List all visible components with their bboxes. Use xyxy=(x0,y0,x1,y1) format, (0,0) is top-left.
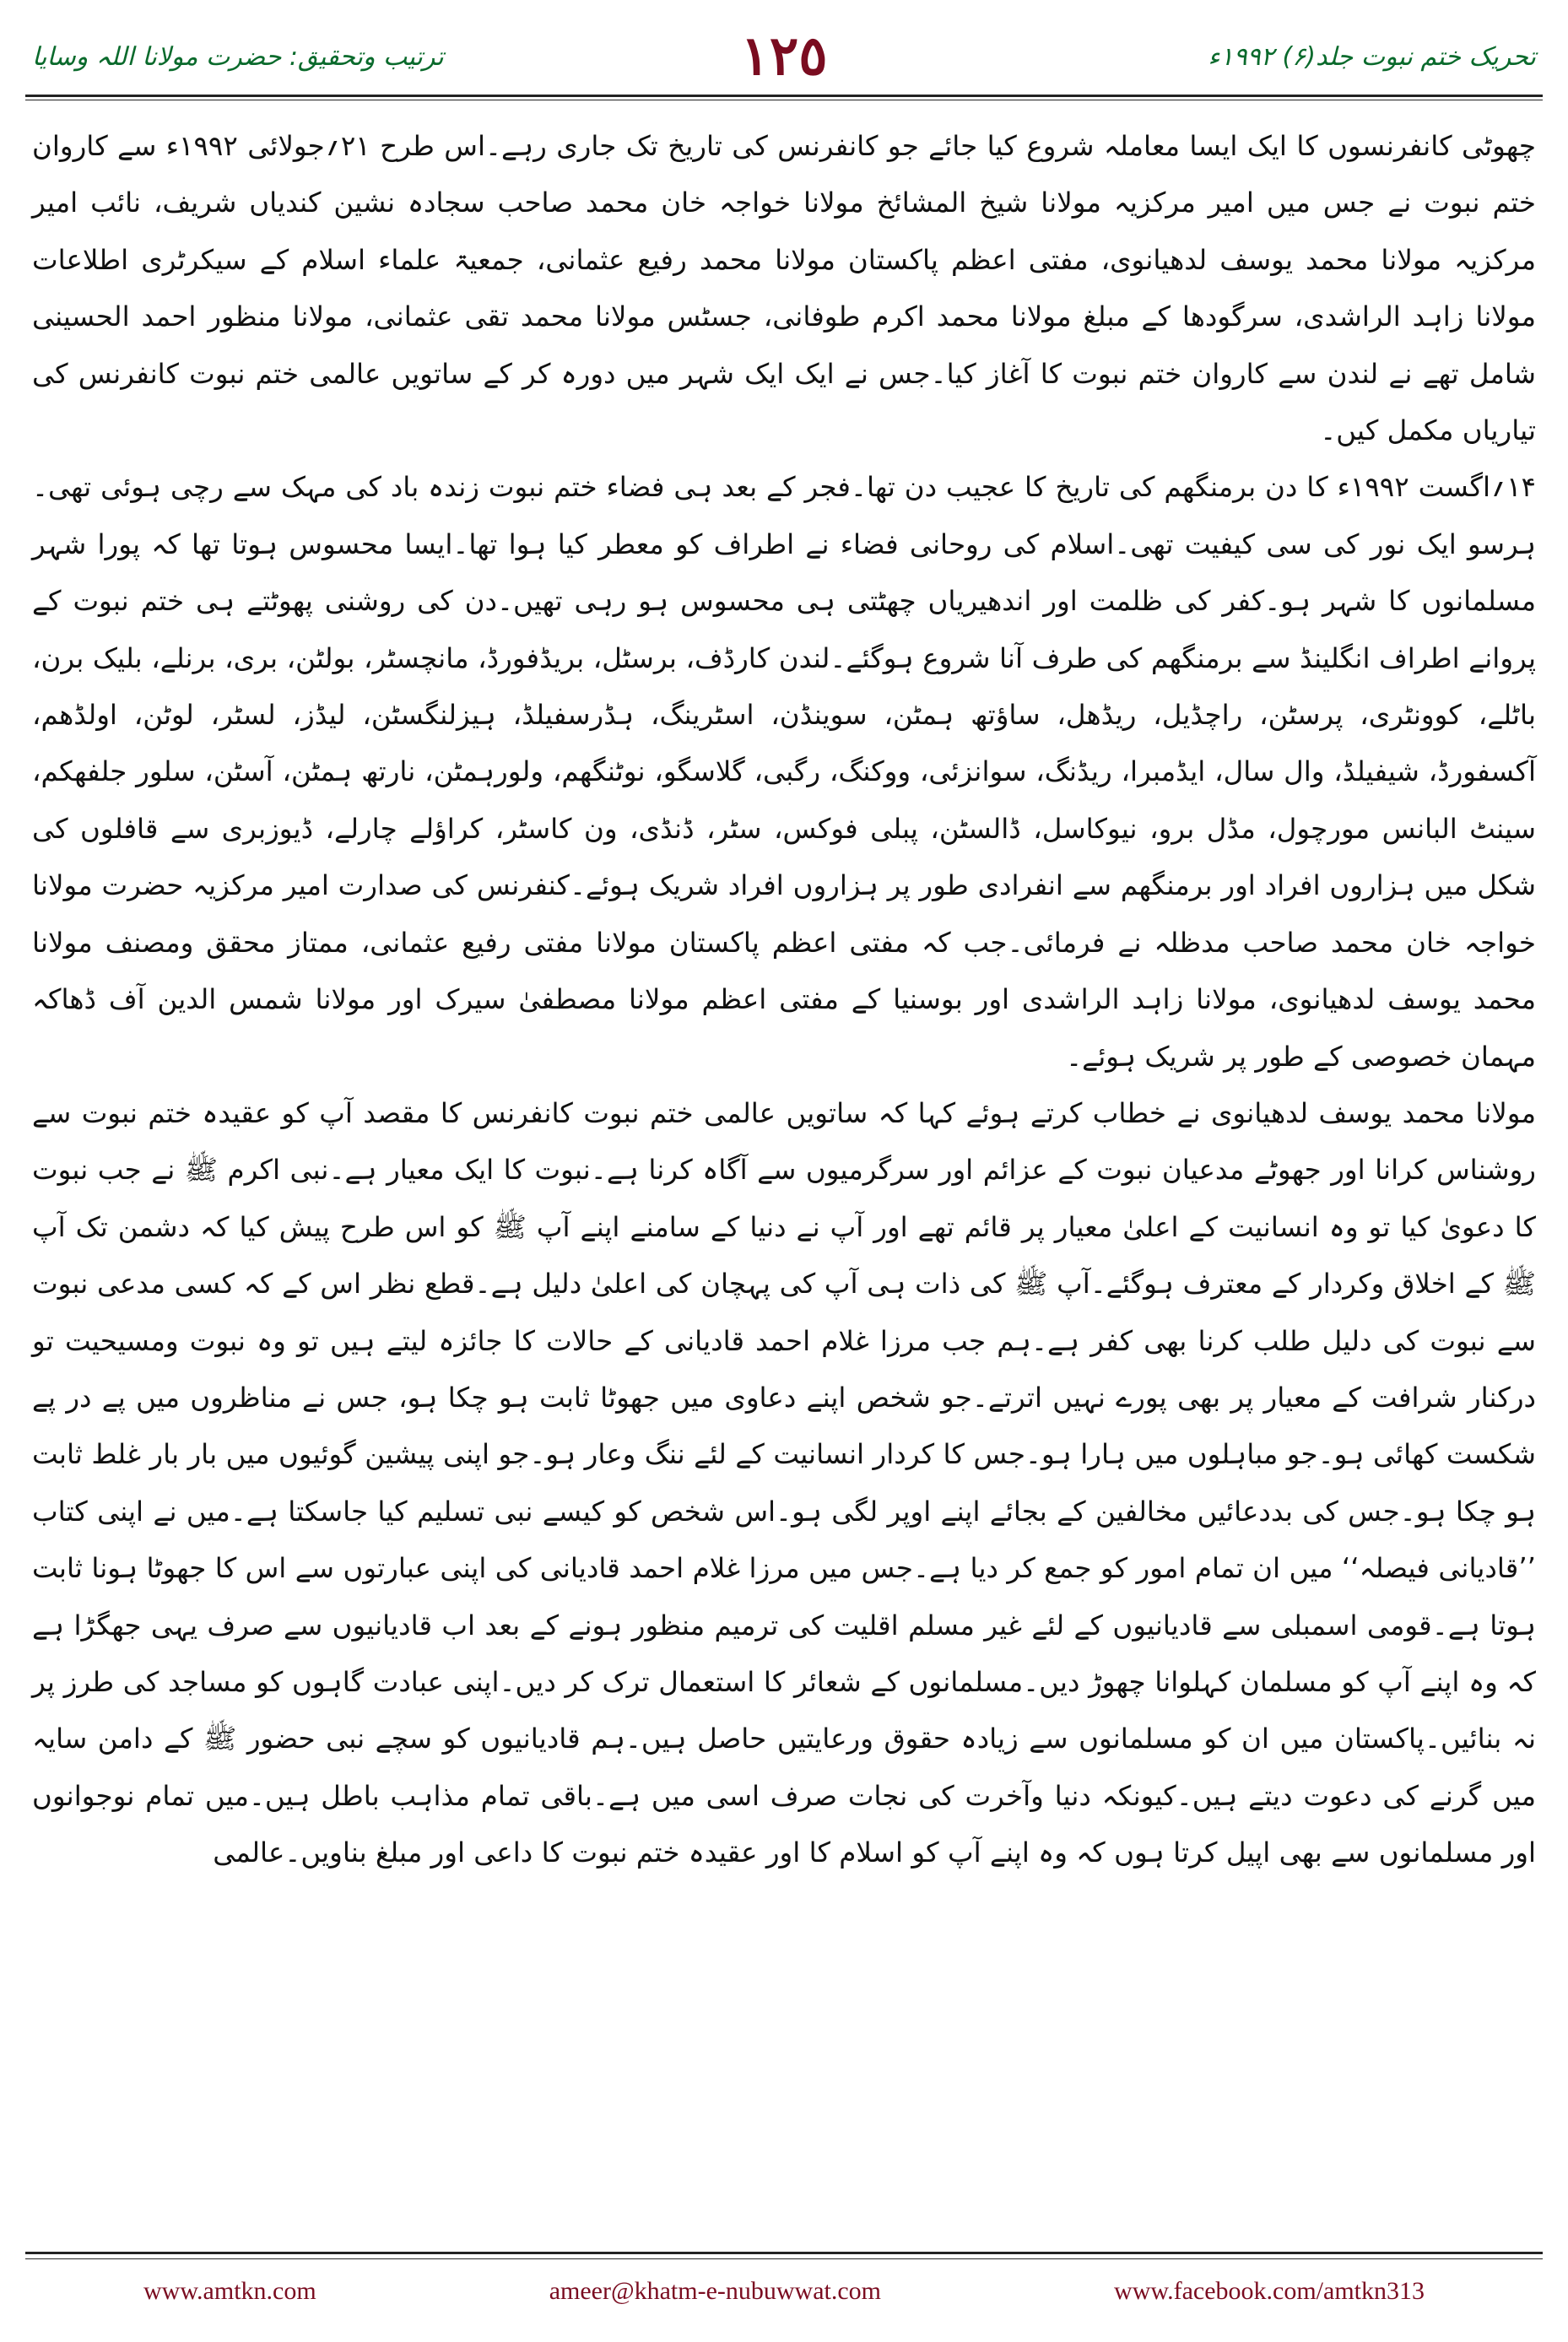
paragraph-1: چھوٹی کانفرنسوں کا ایک ایسا معاملہ شروع کیا جائے جو کانفرنس کی تاریخ تک جاری رہے۔اس طرح ۲۱؍جولائی ۱۹۹۲ء سے کاروان ختم نبوت نے جس میں امیر مرکزیہ مولانا شیخ المشائخ مولانا خواجہ خان محمد صاحب سجادہ نشین کندیاں شریف، نائب امیر مرکزیہ مولانا محمد یوسف لدھیانوی، مفتی اعظم پاکستان مولانا محمد رفیع عثمانی، جمعیۃ علماء اسلام کے سیکرٹری اطلاعات مولانا زاہد الراشدی، سرگودھا کے مبلغ مولانا محمد اکرم طوفانی، جسٹس مولانا محمد تقی عثمانی، مولانا منظور احمد الحسینی شامل تھے نے لندن سے کاروان ختم نبوت کا آغاز کیا۔جس نے ایک ایک شہر میں دورہ کر کے ساتویں عالمی ختم نبوت کانفرنس کی تیاریاں مکمل کیں۔ xyxy=(32,130,1536,447)
facebook-link[interactable]: www.facebook.com/amtkn313 xyxy=(1114,2277,1425,2305)
book-title: تحریک ختم نبوت جلد(۶) ۱۹۹۲ء xyxy=(1208,42,1536,72)
compiler-title: ترتیب وتحقیق: حضرت مولانا اللہ وسایا xyxy=(32,42,444,72)
paragraph-2: ۱۴؍اگست ۱۹۹۲ء کا دن برمنگھم کی تاریخ کا عجیب دن تھا۔فجر کے بعد ہی فضاء ختم نبوت زندہ باد کی مہک سے رچی ہوئی تھی۔ہرسو ایک نور کی سی کیفیت تھی۔اسلام کی روحانی فضاء نے اطراف کو معطر کیا ہوا تھا۔ایسا محسوس ہوتا تھا کہ پورا شہر مسلمانوں کا شہر ہو۔کفر کی ظلمت اور اندھیریاں چھٹتی ہی محسوس ہو رہی تھیں۔دن کی روشنی پھوٹتے ہی ختم نبوت کے پروانے اطراف انگلینڈ سے برمنگھم کی طرف آنا شروع ہوگئے۔لندن کارڈف، برسٹل، بریڈفورڈ، مانچسٹر، بولٹن، بری، برنلے، بلیک برن، باٹلے، کوونٹری، پرسٹن، راچڈیل، ریڈھل، ساؤتھ ہمٹن، سوینڈن، اسٹرینگ، ہڈرسفیلڈ، ہیزلنگسٹن، لیڈز، لسٹر، لوٹن، اولڈھم، آکسفورڈ، شیفیلڈ، وال سال، ایڈمبرا، ریڈنگ، سوانزئی، ووکنگ، رگبی، گلاسگو، نوٹنگھم، ولورہمٹن، نارتھ ہمٹن، آسٹن، سلور جلفھکم، سینٹ البانس مورچول، مڈل برو، نیوکاسل، ڈالسٹن، پبلی فوکس، سٹر، ڈنڈی، ون کاسٹر، کراؤلے چارلے، ڈیوزبری سے قافلوں کی شکل میں ہزاروں افراد اور برمنگھم سے انفرادی طور پر ہزاروں افراد شریک ہوئے۔کنفرنس کی صدارت امیر مرکزیہ حضرت مولانا خواجہ خان محمد صاحب مدظلہ نے فرمائی۔جب کہ مفتی اعظم پاکستان مولانا مفتی رفیع عثمانی، ممتاز محقق ومصنف مولانا محمد یوسف لدھیانوی، مولانا زاہد الراشدی اور بوسنیا کے مفتی اعظم مولانا مصطفیٰ سیرک اور مولانا شمس الدین آف ڈھاکہ مہمان خصوصی کے طور پر شریک ہوئے۔ xyxy=(32,471,1536,1073)
website-link[interactable]: www.amtkn.com xyxy=(143,2277,316,2305)
header-divider xyxy=(25,95,1543,97)
article-body xyxy=(32,118,1536,2165)
page-header xyxy=(32,19,1536,95)
page-number: ١٢٥ xyxy=(740,24,828,88)
footer-divider xyxy=(25,2252,1543,2254)
paragraph-3: مولانا محمد یوسف لدھیانوی نے خطاب کرتے ہوئے کہا کہ ساتویں عالمی ختم نبوت کانفرنس کا مقصد آپ کو عقیدہ ختم نبوت سے روشناس کرانا اور جھوٹے مدعیان نبوت کے عزائم اور سرگرمیوں سے آگاہ کرنا ہے۔نبوت کا ایک معیار ہے۔نبی اکرم ﷺ نے جب نبوت کا دعویٰ کیا تو وہ انسانیت کے اعلیٰ معیار پر قائم تھے اور آپ نے دنیا کے سامنے اپنے آپ ﷺ کو اس طرح پیش کیا کہ دشمن تک آپ ﷺ کے اخلاق وکردار کے معترف ہوگئے۔آپ ﷺ کی ذات ہی آپ کی پہچان کی اعلیٰ دلیل ہے۔قطع نظر اس کے کہ کسی مدعی نبوت سے نبوت کی دلیل طلب کرنا بھی کفر ہے۔ہم جب مرزا غلام احمد قادیانی کے حالات کا جائزہ لیتے ہیں تو وہ نبوت ومسیحیت تو درکنار شرافت کے معیار پر بھی پورے نہیں اترتے۔جو شخص اپنے دعاوی میں جھوٹا ثابت ہو چکا ہو، جس نے مناظروں میں پے در پے شکست کھائی ہو۔جو مباہلوں میں ہارا ہو۔جس کا کردار انسانیت کے لئے ننگ وعار ہو۔جو اپنی پیشین گوئیوں میں بار بار غلط ثابت ہو چکا ہو۔جس کی بددعائیں مخالفین کے بجائے اپنے اوپر لگی ہو۔اس شخص کو کیسے نبی تسلیم کیا جاسکتا ہے۔میں نے اپنی کتاب ’’قادیانی فیصلہ‘‘ میں ان تمام امور کو جمع کر دیا ہے۔جس میں مرزا غلام احمد قادیانی کی اپنی عبارتوں سے اس کا جھوٹا ہونا ثابت ہوتا ہے۔قومی اسمبلی سے قادیانیوں کے لئے غیر مسلم اقلیت کی ترمیم منظور ہونے کے بعد اب قادیانیوں سے صرف یہی جھگڑا ہے کہ وہ اپنے آپ کو مسلمان کہلوانا چھوڑ دیں۔مسلمانوں کے شعائر کا استعمال ترک کر دیں۔اپنی عبادت گاہوں کو مساجد کی طرز پر نہ بنائیں۔پاکستان میں ان کو مسلمانوں سے زیادہ حقوق ورعایتیں حاصل ہیں۔ہم قادیانیوں کو سچے نبی حضور ﷺ کے دامن سایہ میں گرنے کی دعوت دیتے ہیں۔کیونکہ دنیا وآخرت کی نجات صرف اسی میں ہے۔باقی تمام مذاہب باطل ہیں۔میں تمام نوجوانوں اور مسلمانوں سے بھی اپیل کرتا ہوں کہ وہ اپنے آپ کو اسلام کا اور عقیدہ ختم نبوت کا داعی اور مبلغ بناویں۔عالمی xyxy=(32,1096,1536,1869)
footer-divider-thin xyxy=(25,2258,1543,2259)
email-link[interactable]: ameer@khatm-e-nubuwwat.com xyxy=(549,2277,882,2305)
page-footer xyxy=(143,2266,1425,2317)
